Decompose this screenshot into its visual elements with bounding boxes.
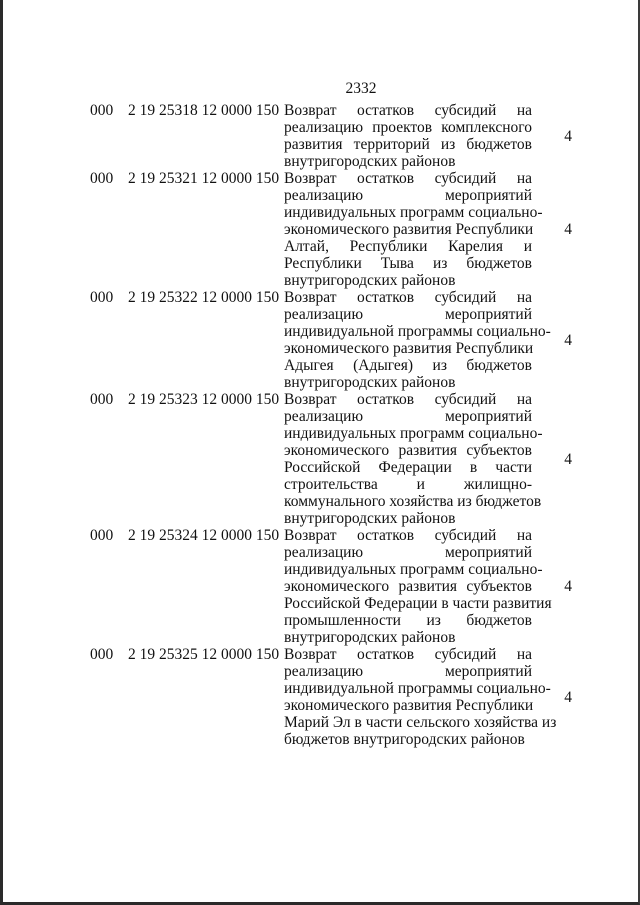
revenue-name-line: Возврат остатков субсидий на xyxy=(284,391,532,408)
revenue-name-line: строительства и жилищно- xyxy=(284,476,532,493)
admin-code-cell: 000 xyxy=(90,646,114,663)
revenue-name-line: бюджетов внутригородских районов xyxy=(284,731,525,748)
revenue-name-line: реализацию мероприятий xyxy=(284,544,532,561)
revenue-name-line: реализацию проектов комплексного xyxy=(284,119,532,136)
revenue-name-line: экономического развития Республики xyxy=(284,697,534,714)
revenue-name-line: промышленности из бюджетов xyxy=(284,612,532,629)
revenue-name-line: внутригородских районов xyxy=(284,510,456,527)
revenue-name-line: реализацию мероприятий xyxy=(284,663,532,680)
revenue-name-line: индивидуальной программы социально- xyxy=(284,680,551,697)
revenue-name-cell xyxy=(284,289,551,391)
budget-code-cell: 2 19 25322 12 0000 150 xyxy=(128,289,280,306)
revenue-name-line: внутригородских районов xyxy=(284,374,456,391)
page-number: 2332 xyxy=(345,80,377,97)
norm-cell: 4 xyxy=(564,331,572,349)
revenue-name-line: Марий Эл в части сельского хозяйства из xyxy=(284,714,557,731)
budget-code-cell: 2 19 25323 12 0000 150 xyxy=(128,391,280,408)
revenue-name-line: развития территорий из бюджетов xyxy=(284,136,532,153)
revenue-name-line: индивидуальных программ социально- xyxy=(284,204,543,221)
revenue-name-line: Алтай, Республики Карелия и xyxy=(284,238,532,255)
revenue-name-line: Возврат остатков субсидий на xyxy=(284,102,532,119)
norm-cell: 4 xyxy=(564,221,572,238)
table-row xyxy=(90,102,590,170)
revenue-name-line: Российской Федерации в части развития xyxy=(284,595,552,612)
revenue-name-line: экономического развития субъектов xyxy=(284,578,532,595)
table-row xyxy=(90,289,590,391)
revenue-name-cell xyxy=(284,170,543,289)
admin-code-cell: 000 xyxy=(90,527,114,544)
admin-code-cell: 000 xyxy=(90,391,114,408)
admin-code-cell: 000 xyxy=(90,102,114,119)
revenue-name-line: индивидуальных программ социально- xyxy=(284,561,543,578)
table-row xyxy=(90,170,590,289)
revenue-name-line: Республики Тыва из бюджетов xyxy=(284,255,532,272)
revenue-name-line: реализацию мероприятий xyxy=(284,306,532,323)
budget-code-cell: 2 19 25325 12 0000 150 xyxy=(128,646,280,663)
norm-cell: 4 xyxy=(564,688,572,706)
revenue-name-cell xyxy=(284,527,552,646)
budget-code-cell: 2 19 25318 12 0000 150 xyxy=(128,102,280,119)
revenue-name-line: Возврат остатков субсидий на xyxy=(284,527,532,544)
revenue-name-line: Возврат остатков субсидий на xyxy=(284,289,532,306)
admin-code-cell: 000 xyxy=(90,170,114,187)
budget-code-cell: 2 19 25324 12 0000 150 xyxy=(128,527,280,544)
revenue-name-line: Адыгея (Адыгея) из бюджетов xyxy=(284,357,532,374)
revenue-name-cell xyxy=(284,646,557,748)
revenue-name-line: экономического развития субъектов xyxy=(284,442,532,459)
revenue-name-line: реализацию мероприятий xyxy=(284,408,532,425)
admin-code-cell: 000 xyxy=(90,289,114,306)
revenue-name-line: внутригородских районов xyxy=(284,272,456,289)
revenue-name-line: индивидуальных программ социально- xyxy=(284,425,543,442)
revenue-name-line: индивидуальной программы социально- xyxy=(284,323,551,340)
table-row xyxy=(90,391,590,527)
norm-cell: 4 xyxy=(564,450,572,468)
revenue-name-line: Возврат остатков субсидий на xyxy=(284,170,532,187)
revenue-name-line: Российской Федерации в части xyxy=(284,459,532,476)
budget-code-cell: 2 19 25321 12 0000 150 xyxy=(128,170,280,187)
revenue-name-line: коммунального хозяйства из бюджетов xyxy=(284,493,542,510)
revenue-name-cell xyxy=(284,102,532,170)
norm-cell: 4 xyxy=(564,127,572,145)
revenue-name-line: Возврат остатков субсидий на xyxy=(284,646,532,663)
revenue-name-line: экономического развития Республики xyxy=(284,340,534,357)
budget-classification-table xyxy=(90,102,590,748)
revenue-name-line: внутригородских районов xyxy=(284,629,456,646)
table-row xyxy=(90,527,590,646)
norm-cell: 4 xyxy=(564,578,572,595)
table-row xyxy=(90,646,590,748)
revenue-name-line: экономического развития Республики xyxy=(284,221,534,238)
revenue-name-line: реализацию мероприятий xyxy=(284,187,532,204)
revenue-name-cell xyxy=(284,391,543,527)
revenue-name-line: внутригородских районов xyxy=(284,153,456,170)
